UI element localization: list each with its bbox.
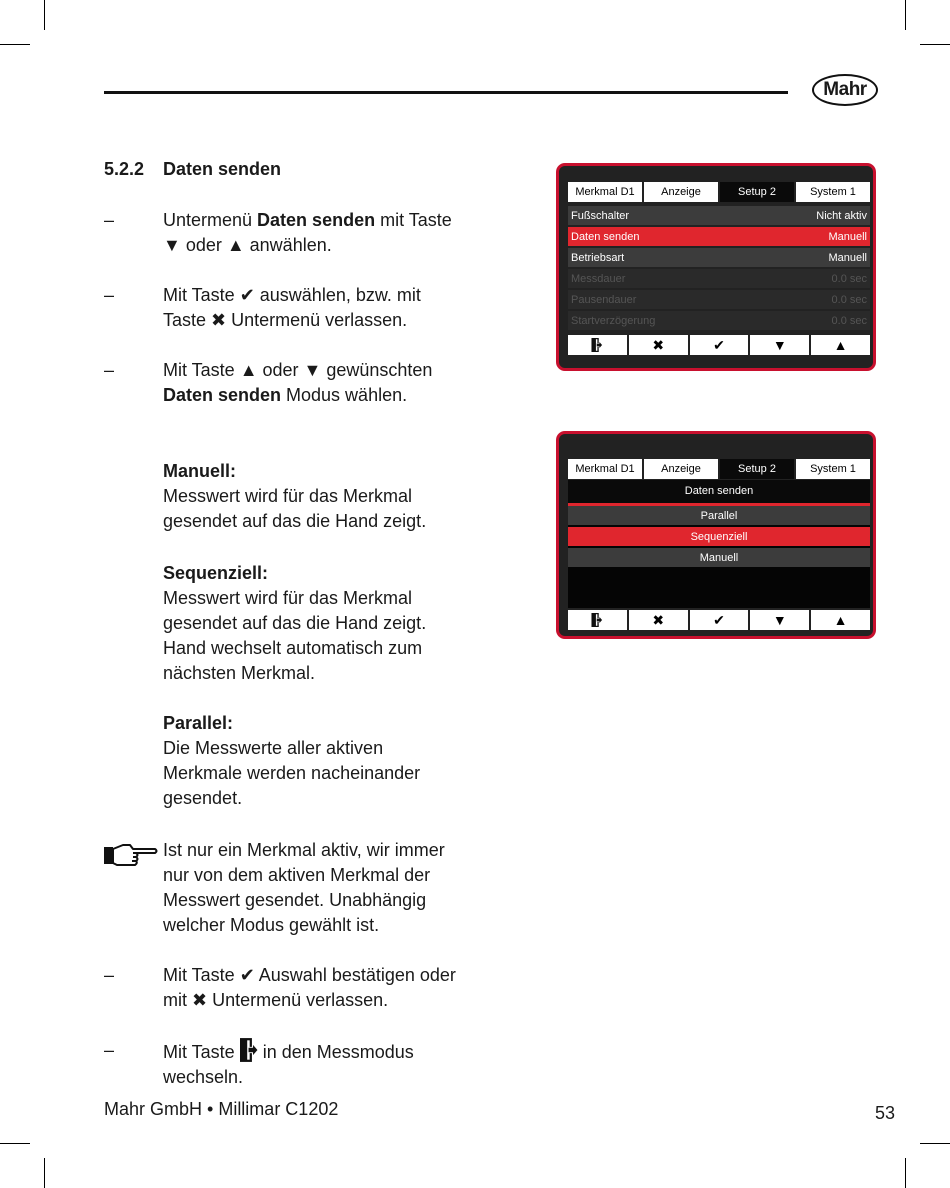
mode-heading: Sequenziell: [163,563,269,583]
row-value: 0.0 sec [831,314,867,327]
device-screen-settings [556,163,876,371]
section-number: 5.2.2 [104,159,145,179]
mode-heading: Manuell: [163,461,237,481]
up-button[interactable]: ▲ [811,335,870,355]
tab-anzeige[interactable]: Anzeige [644,459,718,479]
logo-text: Mahr [823,79,867,100]
exit-icon [240,1038,258,1062]
row-label: Betriebsart [571,251,625,264]
mahr-logo [812,74,878,106]
row-label: Daten senden [571,230,640,243]
row-label: Pausendauer [571,293,637,306]
crop-mark [0,1143,30,1144]
text: gesendet auf das die Hand zeigt. [163,511,427,531]
text: Messwert gesendet. Unabhängig [163,890,427,910]
tab-system[interactable]: System 1 [796,459,870,479]
text: ▼ oder ▲ anwählen. [163,235,332,255]
row-value: Manuell [828,251,867,264]
list-dash: – [104,1040,115,1060]
mode-manuell [163,459,493,534]
bold-text: Daten senden [257,210,376,230]
option-parallel[interactable]: Parallel [568,506,870,525]
text: wechseln. [163,1067,244,1087]
exit-icon [590,613,604,627]
text: Taste ✖ Untermenü verlassen. [163,310,408,330]
row-label: Messdauer [571,272,626,285]
row-label: Fußschalter [571,209,630,222]
text: Hand wechselt automatisch zum [163,638,423,658]
note [163,838,493,938]
settings-row [568,311,870,330]
list-dash: – [104,285,115,305]
tab-system[interactable]: System 1 [796,182,870,202]
crop-mark [905,1158,906,1188]
text: Mit Taste ✔ Auswahl bestätigen oder [163,965,456,985]
step-5 [163,1038,493,1090]
softkey-bar [568,335,870,355]
step-4 [163,963,493,1013]
softkey-bar [568,610,870,630]
pointing-hand-icon [103,840,159,868]
tab-merkmal[interactable]: Merkmal D1 [568,459,642,479]
text: Ist nur ein Merkmal aktiv, wir immer [163,840,445,860]
page-number: 53 [874,1103,895,1123]
settings-row[interactable] [568,206,870,225]
device-screen-submenu [556,431,876,639]
option-manuell[interactable]: Manuell [568,548,870,567]
crop-mark [0,44,30,45]
text: mit Taste [375,210,452,230]
text: Mit Taste ✔ auswählen, bzw. mit [163,285,421,305]
text: nur von dem aktiven Merkmal der [163,865,431,885]
section-title: Daten senden [163,159,282,179]
row-value: 0.0 sec [831,272,867,285]
mode-parallel [163,711,493,811]
text: gesendet auf das die Hand zeigt. [163,613,427,633]
confirm-button[interactable]: ✔ [690,610,749,630]
text: Untermenü [163,210,258,230]
up-button[interactable]: ▲ [811,610,870,630]
row-value: Manuell [828,230,867,243]
text: Messwert wird für das Merkmal [163,588,413,608]
step-1 [163,208,493,258]
mode-sequenziell [163,561,493,686]
mode-heading: Parallel: [163,713,234,733]
header-rule [104,91,788,94]
submenu-title: Daten senden [568,480,870,506]
cancel-button[interactable]: ✖ [629,335,688,355]
text: Mit Taste [163,1042,240,1062]
bold-text: Daten senden [163,385,282,405]
cancel-button[interactable]: ✖ [629,610,688,630]
text: gesendet. [163,788,243,808]
crop-mark [920,1143,950,1144]
list-dash: – [104,210,115,230]
text: Messwert wird für das Merkmal [163,486,413,506]
settings-row [568,290,870,309]
footer-company: Mahr GmbH • Millimar C1202 [104,1099,339,1119]
settings-list [568,206,870,332]
text: nächsten Merkmal. [163,663,316,683]
crop-mark [44,1158,45,1188]
tab-setup[interactable]: Setup 2 [720,459,794,479]
down-button[interactable]: ▼ [750,335,809,355]
settings-row[interactable] [568,227,870,246]
settings-row [568,269,870,288]
row-value: 0.0 sec [831,293,867,306]
row-value: Nicht aktiv [816,209,867,222]
step-2 [163,283,493,333]
exit-button[interactable] [568,610,627,630]
tab-merkmal[interactable]: Merkmal D1 [568,182,642,202]
text: Merkmale werden nacheinander [163,763,421,783]
confirm-button[interactable]: ✔ [690,335,749,355]
exit-icon [590,338,604,352]
text: Mit Taste ▲ oder ▼ gewünschten [163,360,433,380]
text: in den Messmodus [257,1042,414,1062]
crop-mark [44,0,45,30]
row-label: Startverzögerung [571,314,656,327]
option-sequenziell[interactable]: Sequenziell [568,527,870,546]
tab-setup[interactable]: Setup 2 [720,182,794,202]
crop-mark [920,44,950,45]
crop-mark [905,0,906,30]
screen-tabs [568,459,870,479]
text: Modus wählen. [281,385,408,405]
exit-button[interactable] [568,335,627,355]
option-list [568,506,870,569]
step-3 [163,358,493,408]
settings-row[interactable] [568,248,870,267]
screen-tabs [568,182,870,202]
tab-anzeige[interactable]: Anzeige [644,182,718,202]
text: Die Messwerte aller aktiven [163,738,384,758]
text: mit ✖ Untermenü verlassen. [163,990,389,1010]
list-dash: – [104,965,115,985]
list-dash: – [104,360,115,380]
down-button[interactable]: ▼ [750,610,809,630]
text: welcher Modus gewählt ist. [163,915,380,935]
